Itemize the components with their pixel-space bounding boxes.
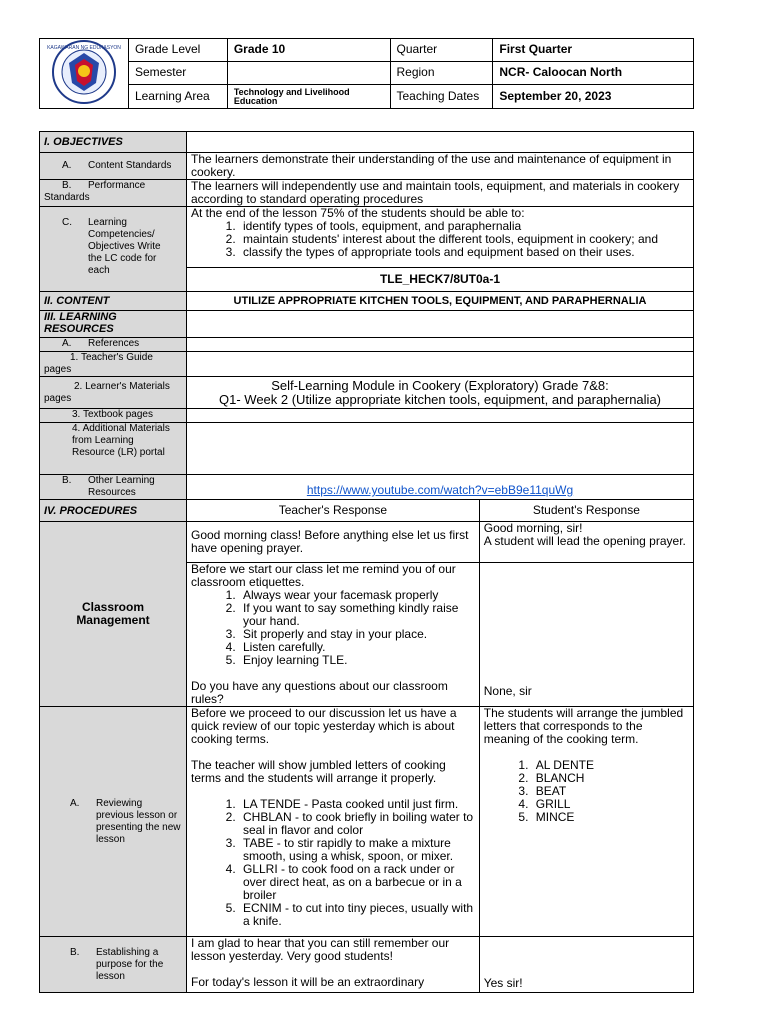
content-standards-letter: A. [62, 160, 72, 171]
etiquette-cell [187, 563, 480, 707]
list-item: 3. Sit properly and stay in your place. [239, 628, 475, 641]
other-resources-letter: B. [62, 475, 72, 486]
greeting-student-line2: A student will lead the opening prayer. [483, 534, 686, 548]
additional-materials-label: 4. Additional Materials from Learning Resource (LR) portal [72, 423, 170, 458]
competencies-text-cell [187, 207, 694, 268]
performance-standards-text: The learners will independently use and maintain tools, equipment, and materials in cookery according to standard operating procedures [187, 180, 694, 207]
region-value: NCR- Caloocan North [493, 61, 694, 85]
review-list [191, 798, 475, 928]
purpose-letter: B. [70, 946, 80, 958]
other-resources-label: Other Learning Resources [88, 475, 155, 498]
competencies-label-cell [40, 207, 187, 292]
learners-materials-line2: Q1- Week 2 (Utilize appropriate kitchen tools, equipment, and paraphernalia) [219, 391, 661, 407]
list-item: 2. If you want to say something kindly raise your hand. [239, 602, 475, 628]
teaching-dates-label: Teaching Dates [390, 85, 493, 109]
review-letter: A. [70, 797, 80, 809]
textbook-empty [187, 409, 694, 423]
quarter-label: Quarter [390, 39, 493, 62]
youtube-link[interactable]: https://www.youtube.com/watch?v=ebB9e11quWg [306, 483, 574, 497]
youtube-link-cell [187, 475, 694, 500]
list-item: 1. identify types of tools, equipment, and paraphernalia [239, 220, 689, 233]
etiquette-answer: None, sir [479, 563, 693, 707]
learning-area-value: Technology and Livelihood Education [227, 85, 390, 109]
list-item: 1. AL DENTE [532, 759, 689, 772]
greeting-student-line1: Good morning, sir! [483, 521, 583, 535]
list-item: 5. ECNIM - to cut into tiny pieces, usually with a knife. [239, 902, 475, 928]
review-instruction: The teacher will show jumbled letters of cooking terms and the students will arrange it properly. [191, 758, 446, 785]
greeting-student-cell [479, 522, 693, 563]
list-item: 2. CHBLAN - to cook briefly in boiling water to seal in flavor and color [239, 811, 475, 837]
etiquette-list [191, 589, 475, 667]
list-item: 4. GLLRI - to cook food on a rack under or over direct heat, as on a barbecue or in a broiler [239, 863, 475, 902]
review-intro: Before we proceed to our discussion let us have a quick review of our topic yesterday which is about cooking terms. [191, 706, 457, 746]
content-standards-label-cell [40, 153, 187, 180]
list-item: 5. Enjoy learning TLE. [239, 654, 475, 667]
review-teacher-cell [187, 707, 480, 937]
review-label-cell [40, 707, 187, 937]
list-item: 4. GRILL [532, 798, 689, 811]
performance-standards-label-cell [40, 180, 187, 207]
teachers-guide-empty [187, 352, 694, 377]
review-student-cell [479, 707, 693, 937]
list-item: 3. TABE - to stir rapidly to make a mixture smooth, using a whisk, spoon, or mixer. [239, 837, 475, 863]
student-response-header: Student's Response [479, 500, 693, 522]
teacher-response-header: Teacher's Response [187, 500, 480, 522]
svg-text:KAGAWARAN NG EDUKASYON: KAGAWARAN NG EDUKASYON [47, 45, 121, 51]
references-label-cell [40, 338, 187, 352]
learners-materials-cell [187, 377, 694, 409]
list-item: 4. Listen carefully. [239, 641, 475, 654]
purpose-student: Yes sir! [479, 937, 693, 993]
procedures-section-label: IV. PROCEDURES [40, 500, 187, 522]
references-empty [187, 338, 694, 352]
resources-section-empty [187, 311, 694, 338]
region-label: Region [390, 61, 493, 85]
additional-materials-label-cell [40, 423, 187, 475]
deped-seal-logo [47, 39, 121, 105]
header-table [39, 38, 694, 109]
competencies-list [191, 220, 689, 259]
semester-value [227, 61, 390, 85]
resources-section-label: III. LEARNING RESOURCES [40, 311, 187, 338]
list-item: 2. BLANCH [532, 772, 689, 785]
competencies-letter: C. [62, 217, 72, 228]
content-standards-label: Content Standards [88, 160, 172, 171]
references-label: References [88, 338, 140, 349]
list-item: 5. MINCE [532, 811, 689, 824]
content-section-label: II. CONTENT [40, 292, 187, 311]
list-item: 2. maintain students' interest about the different tools, equipment in cookery; and [239, 233, 689, 246]
textbook-label: 3. Textbook pages [40, 409, 187, 423]
content-standards-text: The learners demonstrate their understanding of the use and maintenance of equipment in cookery. [187, 153, 694, 180]
etiquette-question: Do you have any questions about our classroom rules? [191, 679, 448, 706]
purpose-teacher-line1: I am glad to hear that you can still remember our lesson yesterday. Very good students! [191, 936, 450, 963]
grade-level-label: Grade Level [128, 39, 227, 62]
review-student-intro: The students will arrange the jumbled letters that corresponds to the meaning of the cooking term. [483, 706, 684, 746]
semester-label: Semester [128, 61, 227, 85]
objectives-section-empty [187, 132, 694, 153]
purpose-label-cell [40, 937, 187, 993]
list-item: 3. classify the types of appropriate tools and equipment based on their uses. [239, 246, 689, 259]
objectives-section-label: I. OBJECTIVES [40, 132, 187, 153]
competencies-label: Learning Competencies/ Objectives Write the LC code for each [88, 217, 161, 276]
quarter-value: First Quarter [493, 39, 694, 62]
teachers-guide-label: 1. Teacher's Guide pages [40, 352, 187, 377]
performance-standards-label: Performance Standards [44, 180, 146, 203]
references-letter: A. [62, 338, 72, 349]
performance-standards-letter: B. [62, 180, 72, 191]
additional-materials-empty [187, 423, 694, 475]
purpose-label: Establishing a purpose for the lesson [96, 946, 164, 982]
greeting-teacher: Good morning class! Before anything else let us first have opening prayer. [187, 522, 480, 563]
lesson-plan-table [39, 131, 694, 993]
etiquette-intro: Before we start our class let me remind you of our classroom etiquettes. [191, 562, 456, 589]
review-label: Reviewing previous lesson or presenting the new lesson [96, 797, 181, 845]
purpose-teacher-line2: For today's lesson it will be an extraordinary [191, 975, 425, 989]
content-text: UTILIZE APPROPRIATE KITCHEN TOOLS, EQUIPMENT, AND PARAPHERNALIA [187, 292, 694, 311]
list-item: 1. LA TENDE - Pasta cooked until just firm. [239, 798, 475, 811]
classroom-management-label: Classroom Management [40, 522, 187, 707]
purpose-teacher-cell [187, 937, 480, 993]
other-resources-label-cell [40, 475, 187, 500]
learners-materials-line1: Self-Learning Module in Cookery (Exploratory) Grade 7&8: [271, 377, 609, 393]
grade-level-value: Grade 10 [227, 39, 390, 62]
competencies-intro: At the end of the lesson 75% of the students should be able to: [191, 206, 525, 220]
teaching-dates-value: September 20, 2023 [493, 85, 694, 109]
review-answers-list [484, 759, 689, 824]
learning-area-label: Learning Area [128, 85, 227, 109]
list-item: 3. BEAT [532, 785, 689, 798]
list-item: 1. Always wear your facemask properly [239, 589, 475, 602]
logo-cell [40, 39, 129, 109]
learners-materials-label: 2. Learner's Materials pages [40, 377, 187, 409]
lc-code: TLE_HECK7/8UT0a-1 [187, 268, 694, 292]
